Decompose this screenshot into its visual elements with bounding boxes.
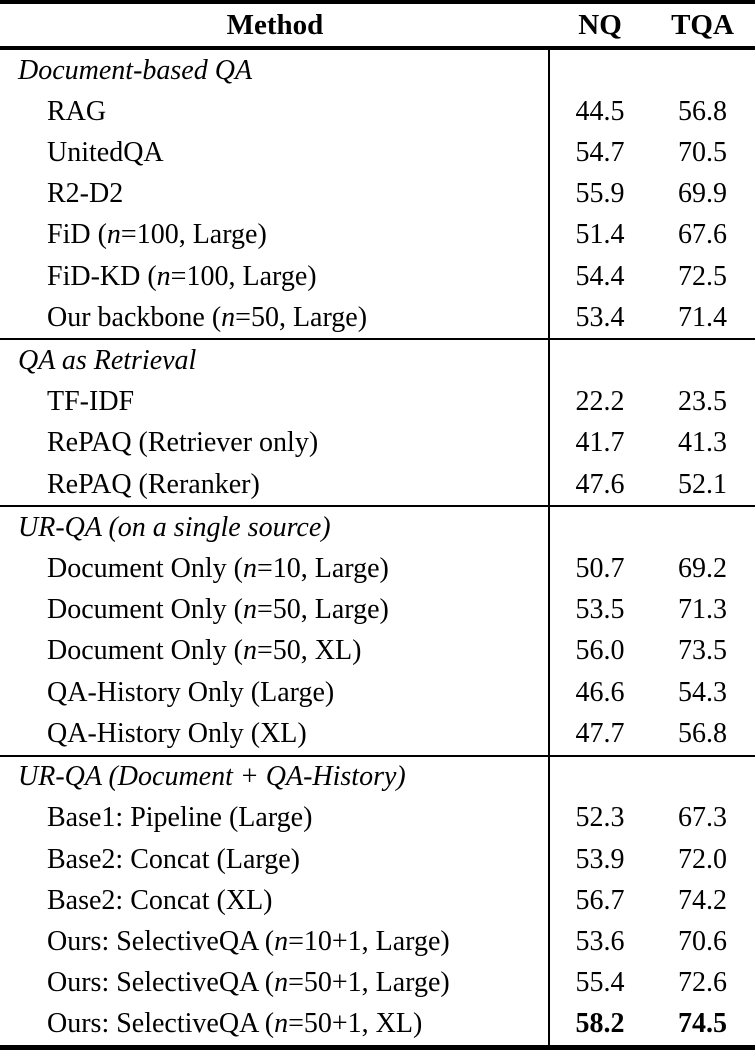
tqa-value: 52.1 <box>678 468 727 500</box>
tqa-value: 72.6 <box>678 967 727 999</box>
score-values <box>548 839 755 880</box>
column-header-nq: NQ <box>578 8 622 41</box>
nq-value: 22.2 <box>575 386 625 418</box>
score-values <box>548 91 755 132</box>
table-section <box>0 755 755 1045</box>
table-row <box>0 672 755 713</box>
score-values <box>548 382 755 423</box>
nq-value: 55.9 <box>575 178 625 210</box>
table-row <box>0 382 755 423</box>
table-row <box>0 132 755 173</box>
section-header-empty-values <box>548 757 755 798</box>
nq-value: 50.7 <box>575 553 625 585</box>
method-cell: RePAQ (Reranker) <box>47 468 260 500</box>
table-section <box>0 338 755 505</box>
table-row <box>0 297 755 338</box>
section-header-empty-values <box>548 50 755 91</box>
tqa-value: 41.3 <box>678 427 727 459</box>
table-row <box>0 631 755 672</box>
nq-value: 55.4 <box>575 967 625 999</box>
table-row <box>0 921 755 962</box>
section-header-label: UR-QA (on a single source) <box>18 511 331 543</box>
tqa-value: 54.3 <box>678 676 727 708</box>
score-values <box>548 256 755 297</box>
table-row <box>0 423 755 464</box>
section-header-row <box>0 340 755 381</box>
method-cell: TF-IDF <box>47 386 135 418</box>
tqa-value: 73.5 <box>678 635 727 667</box>
nq-value: 47.6 <box>575 468 625 500</box>
table-section <box>0 50 755 338</box>
method-cell: QA-History Only (Large) <box>47 676 335 708</box>
method-cell: Ours: SelectiveQA ( n =50+1, Large) <box>47 967 450 999</box>
score-values <box>548 215 755 256</box>
score-values <box>548 921 755 962</box>
table-row <box>0 963 755 1004</box>
score-values <box>548 423 755 464</box>
tqa-value: 71.4 <box>678 301 727 333</box>
section-header-empty-values <box>548 340 755 381</box>
section-header-row <box>0 757 755 798</box>
score-values <box>548 713 755 754</box>
table-row <box>0 174 755 215</box>
method-cell: QA-History Only (XL) <box>47 717 307 749</box>
tqa-value: 56.8 <box>678 95 727 127</box>
nq-value: 58.2 <box>575 1008 625 1040</box>
method-cell: Base2: Concat (XL) <box>47 884 273 916</box>
method-cell: Document Only ( n =50, XL) <box>47 635 362 667</box>
method-cell: Base1: Pipeline (Large) <box>47 802 313 834</box>
table-row <box>0 880 755 921</box>
method-cell: Our backbone ( n =50, Large) <box>47 301 368 333</box>
tqa-value: 71.3 <box>678 594 727 626</box>
column-header-method: Method <box>226 8 324 41</box>
score-values <box>548 1004 755 1045</box>
method-cell: R2-D2 <box>47 178 124 210</box>
method-cell: Base2: Concat (Large) <box>47 843 300 875</box>
tqa-value: 56.8 <box>678 717 727 749</box>
nq-value: 54.7 <box>575 137 625 168</box>
nq-value: 56.0 <box>575 635 625 667</box>
method-cell: RePAQ (Retriever only) <box>47 427 319 459</box>
nq-value: 53.6 <box>575 925 625 957</box>
nq-value: 47.7 <box>575 717 625 749</box>
section-header-row <box>0 507 755 548</box>
nq-value: 53.4 <box>575 301 625 333</box>
score-values <box>548 132 755 173</box>
section-header-label: UR-QA (Document + QA-History) <box>18 761 406 793</box>
table-row <box>0 798 755 839</box>
table-section <box>0 505 755 754</box>
score-values <box>548 548 755 589</box>
tqa-value: 72.5 <box>678 260 727 292</box>
nq-value: 46.6 <box>575 676 625 708</box>
score-values <box>548 464 755 505</box>
tqa-value: 67.3 <box>678 802 727 834</box>
method-cell: FiD ( n =100, Large) <box>47 219 267 251</box>
tqa-value: 70.6 <box>678 925 727 957</box>
table-header-row <box>0 4 755 50</box>
table-row <box>0 464 755 505</box>
score-values <box>548 963 755 1004</box>
section-header-row <box>0 50 755 91</box>
score-values <box>548 880 755 921</box>
table-body <box>0 50 755 1045</box>
table-row <box>0 215 755 256</box>
table-row <box>0 256 755 297</box>
table-row <box>0 548 755 589</box>
nq-value: 54.4 <box>575 260 625 292</box>
method-cell: Document Only ( n =50, Large) <box>47 594 389 626</box>
tqa-value: 74.5 <box>678 1008 727 1040</box>
nq-value: 53.5 <box>575 594 625 626</box>
nq-value: 53.9 <box>575 843 625 875</box>
nq-value: 52.3 <box>575 802 625 834</box>
method-cell: FiD-KD ( n =100, Large) <box>47 260 317 292</box>
table-row <box>0 1004 755 1045</box>
table-row <box>0 590 755 631</box>
nq-value: 41.7 <box>575 427 625 459</box>
tqa-value: 69.9 <box>678 178 727 210</box>
score-values <box>548 672 755 713</box>
tqa-value: 67.6 <box>678 219 727 251</box>
nq-value: 44.5 <box>575 95 625 127</box>
table-row <box>0 839 755 880</box>
section-header-label: Document-based QA <box>18 54 253 86</box>
section-header-label: QA as Retrieval <box>18 345 197 377</box>
section-header-empty-values <box>548 507 755 548</box>
nq-value: 56.7 <box>575 884 625 916</box>
score-values <box>548 174 755 215</box>
nq-value: 51.4 <box>575 219 625 251</box>
method-cell: Document Only ( n =10, Large) <box>47 553 389 585</box>
score-values <box>548 590 755 631</box>
table-row <box>0 91 755 132</box>
tqa-value: 70.5 <box>678 137 727 168</box>
tqa-value: 69.2 <box>678 553 727 585</box>
tqa-value: 72.0 <box>678 843 727 875</box>
score-values <box>548 798 755 839</box>
method-cell: Ours: SelectiveQA ( n =10+1, Large) <box>47 925 450 957</box>
method-cell: UnitedQA <box>47 137 164 168</box>
score-values <box>548 297 755 338</box>
score-values <box>548 631 755 672</box>
method-cell: RAG <box>47 95 107 127</box>
method-cell: Ours: SelectiveQA ( n =50+1, XL) <box>47 1008 423 1040</box>
tqa-value: 23.5 <box>678 386 727 418</box>
tqa-value: 74.2 <box>678 884 727 916</box>
column-header-tqa: TQA <box>671 8 734 41</box>
table-row <box>0 713 755 754</box>
